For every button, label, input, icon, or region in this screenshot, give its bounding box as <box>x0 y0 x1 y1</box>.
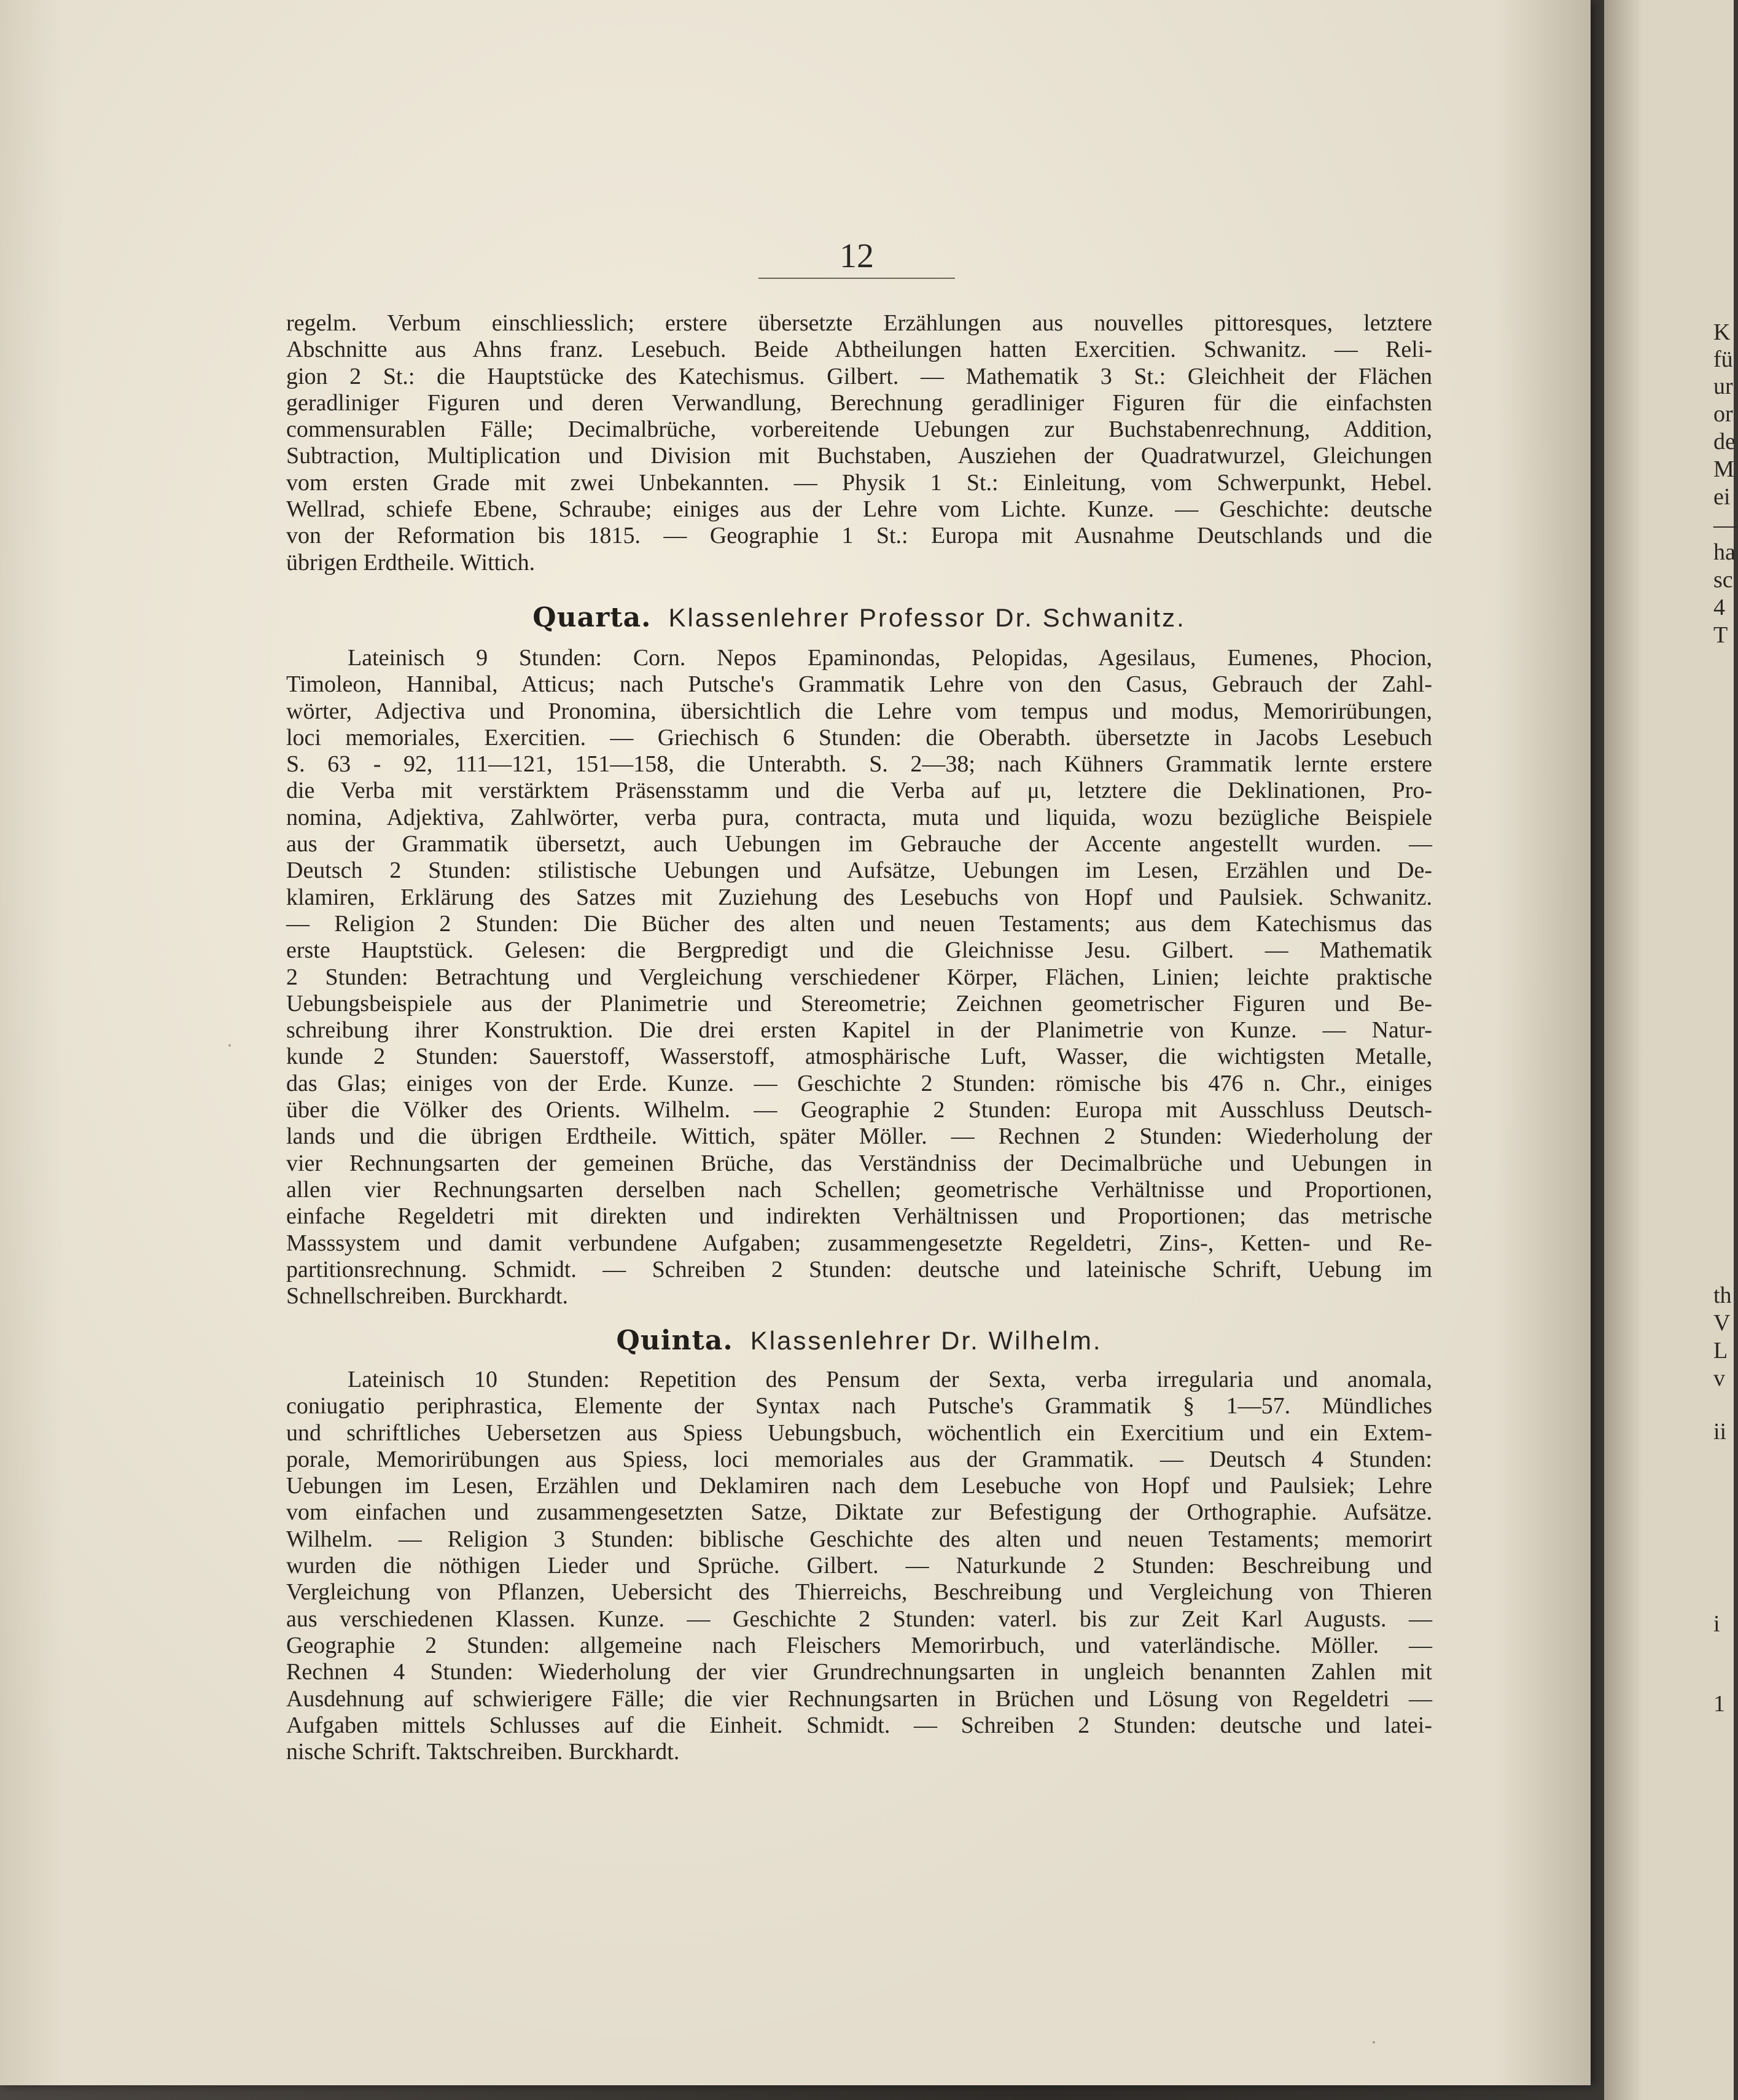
text-line: Wilhelm. — Religion 3 Stunden: biblische Geschichte des alten und neuen Testaments; memorirt <box>286 1526 1432 1552</box>
text-line: loci memoriales, Exercitien. — Griechisch 6 Stunden: die Oberabth. übersetzte in Jacobs Lesebuch <box>286 724 1432 751</box>
facing-fragment: th <box>1713 1282 1732 1308</box>
quarta-paragraph <box>286 645 1432 1310</box>
text-line: nische Schrift. Taktschreiben. Burckhardt. <box>286 1739 680 1765</box>
text-line: aus verschiedenen Klassen. Kunze. — Geschichte 2 Stunden: vaterl. bis zur Zeit Karl Augusts. — <box>286 1606 1432 1632</box>
text-line: einfache Regeldetri mit direkten und indirekten Verhältnissen und Proportionen; das metrische <box>286 1203 1432 1230</box>
text-line: erste Hauptstück. Gelesen: die Bergpredigt und die Gleichnisse Jesu. Gilbert. — Mathematik <box>286 937 1432 964</box>
text-line: regelm. Verbum einschliesslich; erstere übersetzte Erzählungen aus nouvelles pittoresques, letztere <box>286 310 1432 336</box>
facing-page-fragments <box>1713 0 1738 2100</box>
facing-fragment: i <box>1713 1611 1720 1637</box>
facing-fragment: or <box>1713 401 1733 427</box>
text-line: nomina, Adjektiva, Zahlwörter, verba pura, contracta, muta und liquida, wozu bezügliche Beispiele <box>286 804 1432 830</box>
text-line: über die Völker des Orients. Wilhelm. — Geographie 2 Stunden: Europa mit Ausschluss Deutsch- <box>286 1097 1432 1123</box>
text-line: geradliniger Figuren und deren Verwandlung, Berechnung geradliniger Figuren für die einfachsten <box>286 389 1432 416</box>
facing-fragment: K <box>1713 319 1731 345</box>
text-line: vom ersten Grade mit zwei Unbekannten. — Physik 1 St.: Einleitung, vom Schwerpunkt, Hebel. <box>286 469 1432 496</box>
facing-fragment: V <box>1713 1310 1731 1336</box>
text-line: Rechnen 4 Stunden: Wiederholung der vier Grundrechnungsarten in ungleich benannten Zahlen mit <box>286 1659 1432 1685</box>
facing-fragment: v <box>1713 1365 1725 1391</box>
text-line: Masssystem und damit verbundene Aufgaben; zusammengesetzte Regeldetri, Zins-, Ketten- und Re- <box>286 1230 1432 1256</box>
text-line: partitionsrechnung. Schmidt. — Schreiben 2 Stunden: deutsche und lateinische Schrift, Uebung im <box>286 1256 1432 1282</box>
section-heading-quinta <box>286 1325 1432 1356</box>
page-number: 12 <box>840 237 874 275</box>
text-line: wörter, Adjectiva und Pronomina, übersichtlich die Lehre vom tempus und modus, Memorirübungen, <box>286 698 1432 724</box>
facing-fragment: — <box>1713 512 1737 538</box>
facing-fragment: ha <box>1713 539 1736 565</box>
text-line: porale, Memorirübungen aus Spiess, loci memoriales aus der Grammatik. — Deutsch 4 Stunden: <box>286 1446 1432 1472</box>
section-heading-quarta <box>286 602 1432 633</box>
paper-speck <box>1373 2041 1375 2043</box>
text-line: Wellrad, schiefe Ebene, Schraube; einiges aus der Lehre vom Lichte. Kunze. — Geschichte: deutsche <box>286 496 1432 523</box>
text-line: Lateinisch 10 Stunden: Repetition des Pensum der Sexta, verba irregularia und anomala, <box>348 1367 1432 1392</box>
text-line: 2 Stunden: Betrachtung und Vergleichung verschiedener Körper, Flächen, Linien; leichte praktische <box>286 964 1432 990</box>
facing-fragment: fü <box>1713 346 1733 372</box>
text-line: Abschnitte aus Ahns franz. Lesebuch. Beide Abtheilungen hatten Exercitien. Schwanitz. — Reli- <box>286 337 1432 363</box>
text-line: — Religion 2 Stunden: Die Bücher des alten und neuen Testaments; aus dem Katechismus das <box>286 910 1432 937</box>
facing-fragment: T <box>1713 622 1728 648</box>
text-line: vier Rechnungsarten der gemeinen Brüche, das Verständniss der Decimalbrüche und Uebungen in <box>286 1150 1432 1176</box>
text-line: Timoleon, Hannibal, Atticus; nach Putsche's Grammatik Lehre von den Casus, Gebrauch der Zahl- <box>286 671 1432 698</box>
text-line: lands und die übrigen Erdtheile. Wittich, später Möller. — Rechnen 2 Stunden: Wiederholung der <box>286 1123 1432 1150</box>
facing-fragment: ei <box>1713 484 1731 510</box>
text-line: die Verba mit verstärktem Präsensstamm und die Verba auf μι, letztere die Deklinationen, Pro- <box>286 778 1432 804</box>
section-teacher: Klassenlehrer Dr. Wilhelm. <box>750 1326 1102 1355</box>
text-line: von der Reformation bis 1815. — Geographie 1 St.: Europa mit Ausnahme Deutschlands und die <box>286 523 1432 549</box>
text-line: klamiren, Erklärung des Satzes mit Zuziehung des Lesebuchs von Hopf und Paulsiek. Schwanitz. <box>286 884 1432 910</box>
text-line: aus der Grammatik übersetzt, auch Uebungen im Gebrauche der Accente angestellt wurden. — <box>286 831 1432 857</box>
text-line: kunde 2 Stunden: Sauerstoff, Wasserstoff, atmosphärische Luft, Wasser, die wichtigsten Metalle, <box>286 1044 1432 1070</box>
text-line: wurden die nöthigen Lieder und Sprüche. Gilbert. — Naturkunde 2 Stunden: Beschreibung und <box>286 1553 1432 1579</box>
section-name: Quarta. <box>532 602 652 633</box>
section-name: Quinta. <box>616 1325 733 1356</box>
facing-fragment: de <box>1713 429 1736 455</box>
text-line: vom einfachen und zusammengesetzten Satze, Diktate zur Befestigung der Orthographie. Aufsätze. <box>286 1499 1432 1526</box>
facing-fragment: L <box>1713 1338 1728 1364</box>
text-line: Lateinisch 9 Stunden: Corn. Nepos Epaminondas, Pelopidas, Agesilaus, Eumenes, Phocion, <box>348 645 1432 671</box>
text-line: übrigen Erdtheile. Wittich. <box>286 549 536 576</box>
text-line: coniugatio periphrastica, Elemente der Syntax nach Putsche's Grammatik § 1—57. Mündliches <box>286 1393 1432 1419</box>
facing-fragment: M <box>1713 456 1734 482</box>
text-line: Schnellschreiben. Burckhardt. <box>286 1283 569 1310</box>
text-line: das Glas; einiges von der Erde. Kunze. — Geschichte 2 Stunden: römische bis 476 n. Chr., einiges <box>286 1070 1432 1096</box>
text-line: allen vier Rechnungsarten derselben nach Schellen; geometrische Verhältnisse und Proportionen, <box>286 1176 1432 1203</box>
text-line: S. 63 - 92, 111—121, 151—158, die Unterabth. S. 2—38; nach Kühners Grammatik lernte erstere <box>286 751 1432 778</box>
paper-speck <box>228 1044 231 1047</box>
text-line: gion 2 St.: die Hauptstücke des Katechismus. Gilbert. — Mathematik 3 St.: Gleichheit der Flächen <box>286 363 1432 389</box>
text-line: Uebungen im Lesen, Erzählen und Deklamiren nach dem Lesebuche von Hopf und Paulsiek; Lehre <box>286 1473 1432 1499</box>
text-line: Vergleichung von Pflanzen, Uebersicht des Thierreichs, Beschreibung und Vergleichung von Thieren <box>286 1579 1432 1606</box>
text-line: Deutsch 2 Stunden: stilistische Uebungen und Aufsätze, Uebungen im Lesen, Erzählen und De- <box>286 857 1432 884</box>
facing-fragment: 1 <box>1713 1691 1725 1717</box>
text-line: Subtraction, Multiplication und Division mit Buchstaben, Ausziehen der Quadratwurzel, Gleichungen <box>286 443 1432 469</box>
section-teacher: Klassenlehrer Professor Dr. Schwanitz. <box>668 603 1186 632</box>
text-line: Ausdehnung auf schwierigere Fälle; die vier Rechnungsarten in Brüchen und Lösung von Regeldetri — <box>286 1685 1432 1712</box>
text-line: schreibung ihrer Konstruktion. Die drei ersten Kapitel in der Planimetrie von Kunze. — Natur- <box>286 1017 1432 1044</box>
text-line: commensurablen Fälle; Decimalbrüche, vorbereitende Uebungen zur Buchstabenrechnung, Addition, <box>286 416 1432 443</box>
facing-fragment: ur <box>1713 373 1733 399</box>
facing-fragment: ii <box>1713 1419 1727 1445</box>
text-line: Uebungsbeispiele aus der Planimetrie und Stereometrie; Zeichnen geometrischer Figuren und Be- <box>286 990 1432 1017</box>
facing-fragment: 4 <box>1713 595 1725 620</box>
text-line: Aufgaben mittels Schlusses auf die Einheit. Schmidt. — Schreiben 2 Stunden: deutsche und latei- <box>286 1712 1432 1738</box>
text-line: Geographie 2 Stunden: allgemeine nach Fleischers Memorirbuch, und vaterländische. Möller. — <box>286 1632 1432 1658</box>
text-line: und schriftliches Uebersetzen aus Spiess Uebungsbuch, wöchentlich ein Exercitium und ein Extem- <box>286 1419 1432 1446</box>
quinta-paragraph <box>286 1367 1432 1765</box>
page-number-rule <box>758 278 955 279</box>
facing-fragment: sc <box>1713 567 1733 593</box>
continued-paragraph <box>286 310 1432 576</box>
